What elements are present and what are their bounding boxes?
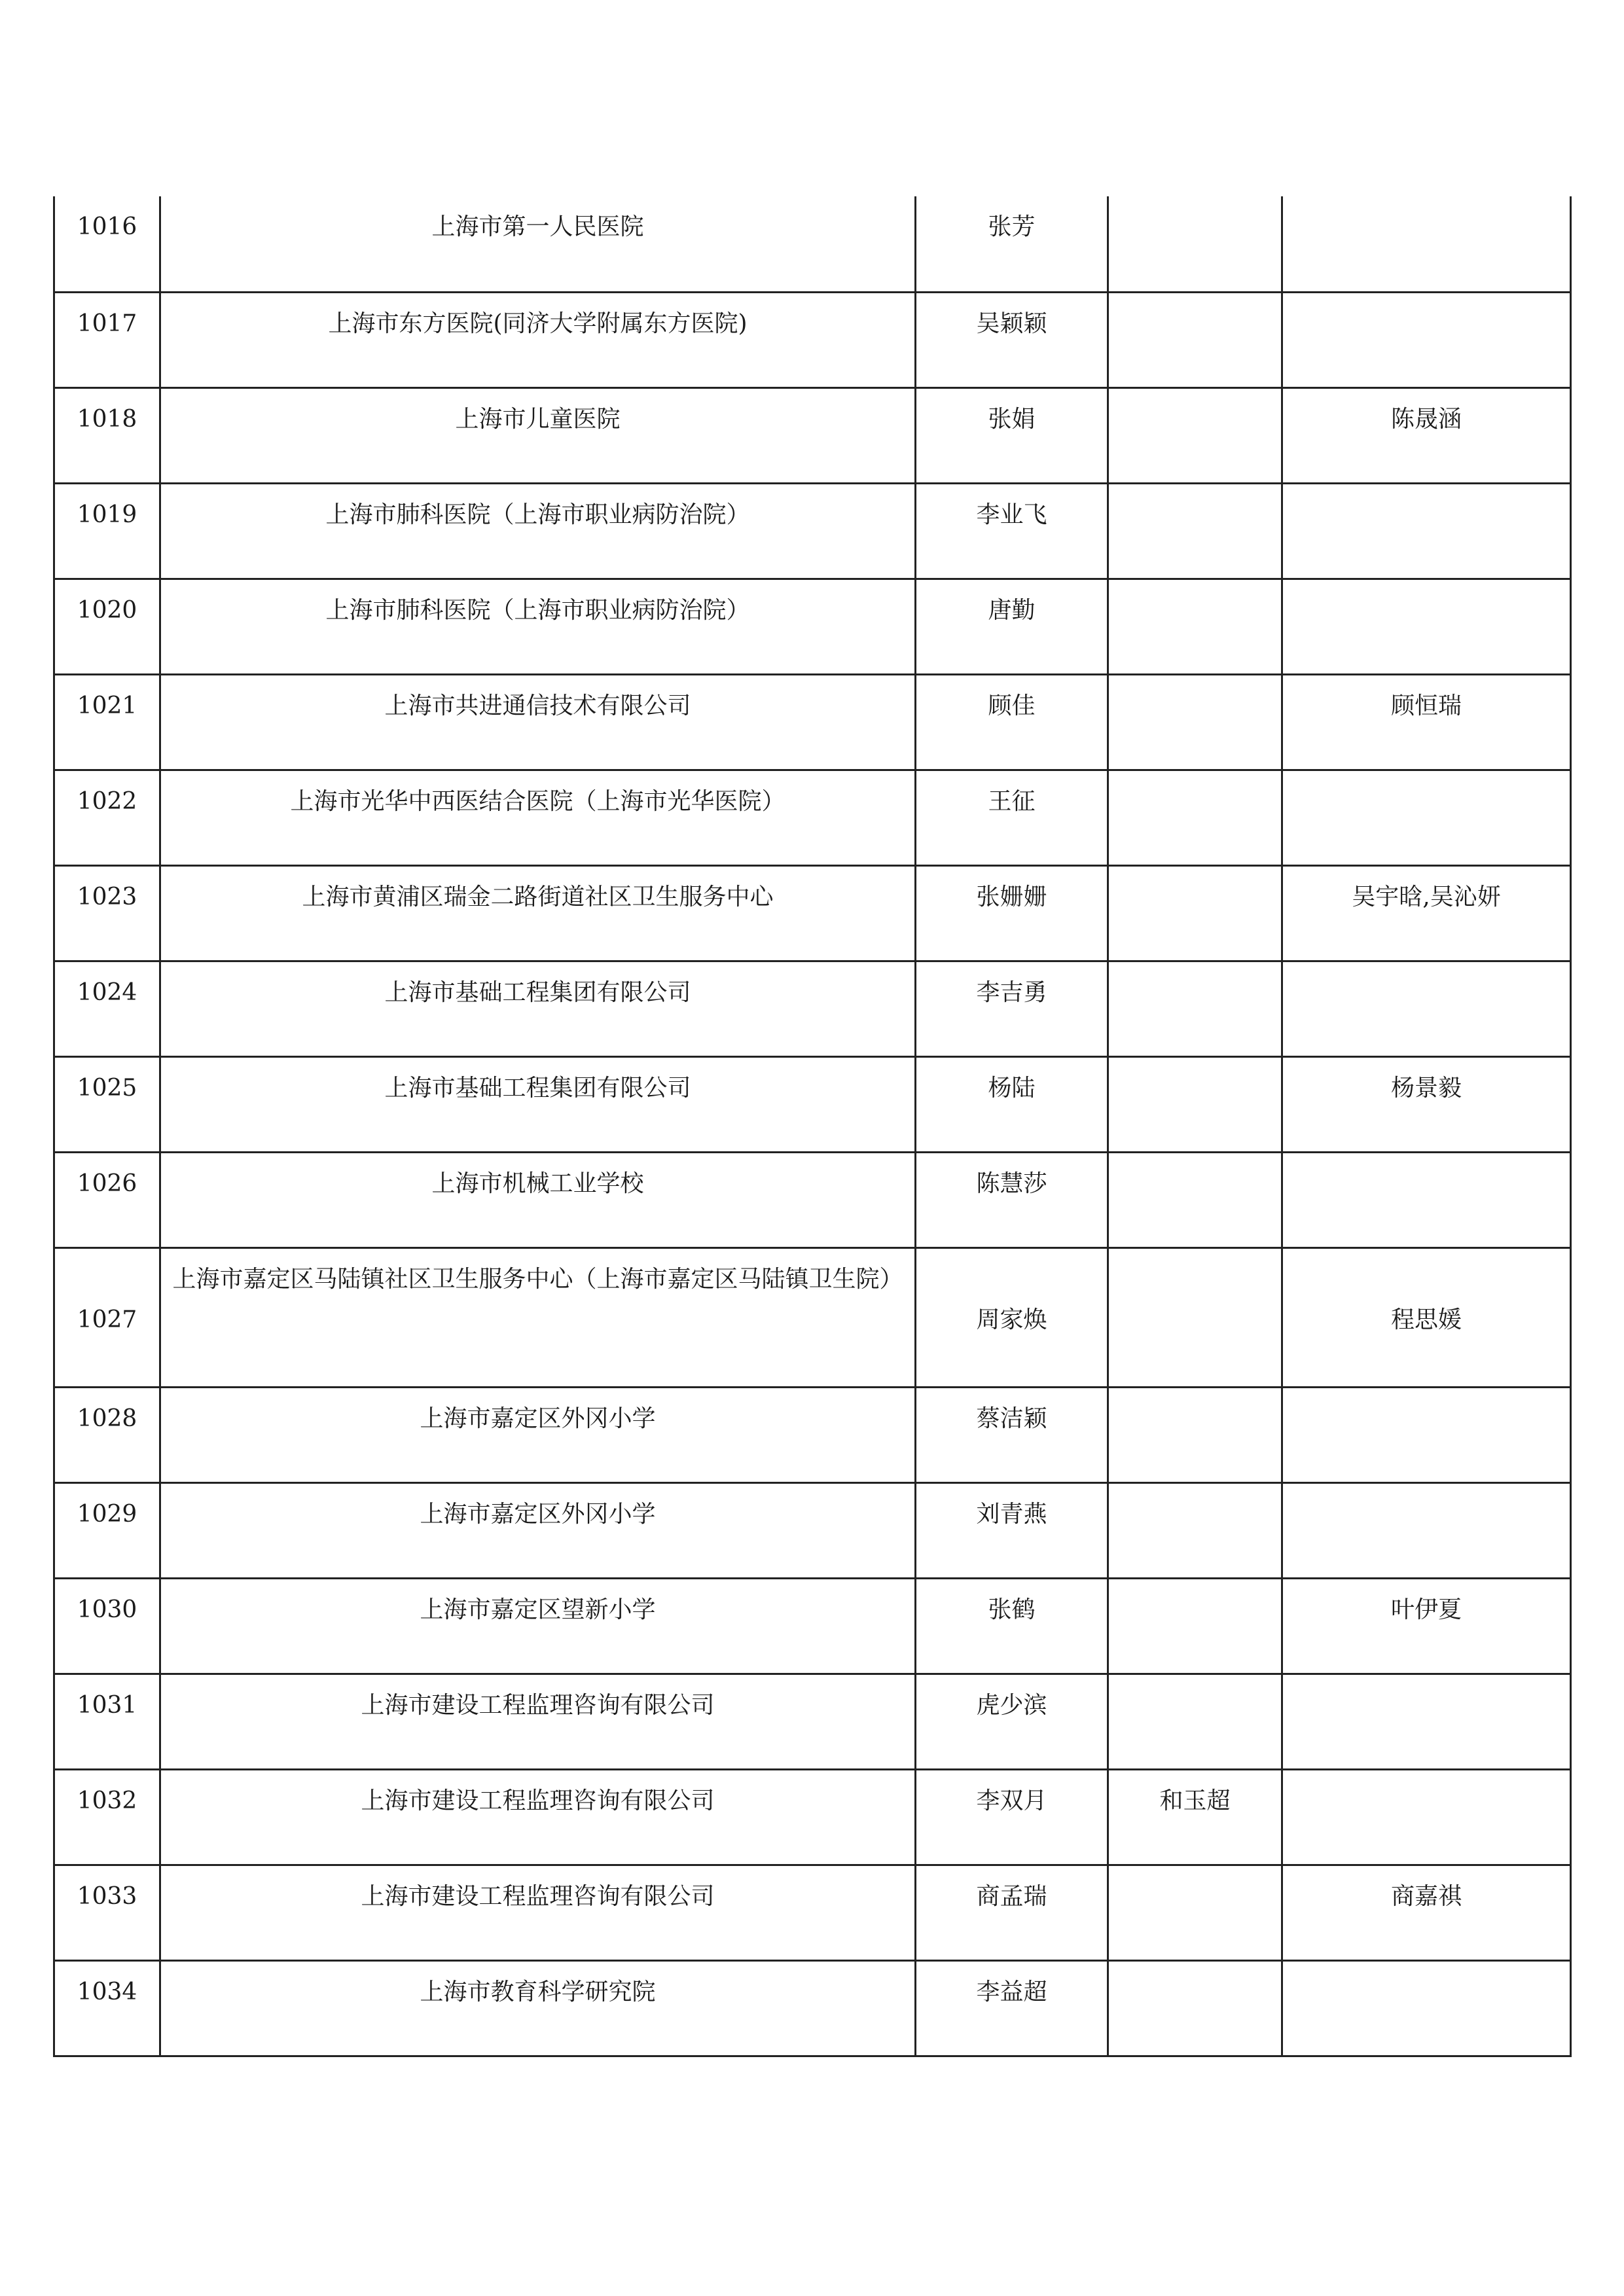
table-row	[54, 961, 1571, 1056]
person-name-cell: 杨陆	[916, 1056, 1108, 1152]
child-name-cell	[1282, 1152, 1571, 1247]
person-name-cell: 李益超	[916, 1960, 1108, 2056]
person-name-cell: 顾佳	[916, 674, 1108, 770]
partner-name-cell	[1108, 483, 1282, 579]
organization-cell: 上海市嘉定区外冈小学	[160, 1387, 916, 1482]
table-row	[54, 1482, 1571, 1578]
child-name-cell: 杨景毅	[1282, 1056, 1571, 1152]
row-number-cell: 1034	[54, 1960, 160, 2056]
row-number-cell: 1017	[54, 292, 160, 387]
partner-name-cell	[1108, 387, 1282, 483]
registry-table-body	[54, 196, 1571, 2056]
child-name-cell	[1282, 770, 1571, 865]
partner-name-cell	[1108, 292, 1282, 387]
row-number-cell: 1019	[54, 483, 160, 579]
row-number-cell: 1030	[54, 1578, 160, 1674]
table-row	[54, 865, 1571, 961]
partner-name-cell: 和玉超	[1108, 1769, 1282, 1865]
partner-name-cell	[1108, 770, 1282, 865]
table-row	[54, 1247, 1571, 1387]
partner-name-cell	[1108, 865, 1282, 961]
row-number-cell: 1027	[54, 1247, 160, 1387]
row-number-cell: 1021	[54, 674, 160, 770]
row-number-cell: 1023	[54, 865, 160, 961]
organization-cell: 上海市基础工程集团有限公司	[160, 961, 916, 1056]
row-number-cell: 1028	[54, 1387, 160, 1482]
table-row	[54, 1056, 1571, 1152]
partner-name-cell	[1108, 1056, 1282, 1152]
partner-name-cell	[1108, 196, 1282, 292]
person-name-cell: 张芳	[916, 196, 1108, 292]
person-name-cell: 唐勤	[916, 579, 1108, 674]
person-name-cell: 商孟瑞	[916, 1865, 1108, 1960]
person-name-cell: 李业飞	[916, 483, 1108, 579]
row-number-cell: 1022	[54, 770, 160, 865]
person-name-cell: 李双月	[916, 1769, 1108, 1865]
partner-name-cell	[1108, 1247, 1282, 1387]
table-row	[54, 292, 1571, 387]
table-row	[54, 1387, 1571, 1482]
person-name-cell: 张鹤	[916, 1578, 1108, 1674]
table-row	[54, 1865, 1571, 1960]
table-row	[54, 1152, 1571, 1247]
table-row	[54, 674, 1571, 770]
organization-cell: 上海市共进通信技术有限公司	[160, 674, 916, 770]
person-name-cell: 张姗姗	[916, 865, 1108, 961]
person-name-cell: 虎少滨	[916, 1674, 1108, 1769]
person-name-cell: 周家焕	[916, 1247, 1108, 1387]
partner-name-cell	[1108, 1387, 1282, 1482]
row-number-cell: 1020	[54, 579, 160, 674]
partner-name-cell	[1108, 1152, 1282, 1247]
person-name-cell: 张娟	[916, 387, 1108, 483]
partner-name-cell	[1108, 579, 1282, 674]
child-name-cell	[1282, 1674, 1571, 1769]
organization-cell: 上海市嘉定区马陆镇社区卫生服务中心（上海市嘉定区马陆镇卫生院）	[160, 1247, 916, 1387]
row-number-cell: 1026	[54, 1152, 160, 1247]
row-number-cell: 1018	[54, 387, 160, 483]
child-name-cell	[1282, 579, 1571, 674]
organization-cell: 上海市肺科医院（上海市职业病防治院）	[160, 483, 916, 579]
child-name-cell	[1282, 1482, 1571, 1578]
table-row	[54, 483, 1571, 579]
child-name-cell: 商嘉祺	[1282, 1865, 1571, 1960]
partner-name-cell	[1108, 1865, 1282, 1960]
organization-cell: 上海市嘉定区外冈小学	[160, 1482, 916, 1578]
organization-cell: 上海市黄浦区瑞金二路街道社区卫生服务中心	[160, 865, 916, 961]
table-row	[54, 1674, 1571, 1769]
person-name-cell: 陈慧莎	[916, 1152, 1108, 1247]
partner-name-cell	[1108, 1674, 1282, 1769]
child-name-cell	[1282, 196, 1571, 292]
child-name-cell: 顾恒瑞	[1282, 674, 1571, 770]
table-row	[54, 387, 1571, 483]
organization-cell: 上海市肺科医院（上海市职业病防治院）	[160, 579, 916, 674]
person-name-cell: 李吉勇	[916, 961, 1108, 1056]
person-name-cell: 蔡洁颖	[916, 1387, 1108, 1482]
child-name-cell	[1282, 1769, 1571, 1865]
partner-name-cell	[1108, 1482, 1282, 1578]
organization-cell: 上海市建设工程监理咨询有限公司	[160, 1674, 916, 1769]
organization-cell: 上海市建设工程监理咨询有限公司	[160, 1865, 916, 1960]
row-number-cell: 1033	[54, 1865, 160, 1960]
child-name-cell: 吴宇晗,吴沁妍	[1282, 865, 1571, 961]
child-name-cell	[1282, 1387, 1571, 1482]
organization-cell: 上海市儿童医院	[160, 387, 916, 483]
row-number-cell: 1025	[54, 1056, 160, 1152]
child-name-cell	[1282, 483, 1571, 579]
partner-name-cell	[1108, 1960, 1282, 2056]
person-name-cell: 刘青燕	[916, 1482, 1108, 1578]
table-row	[54, 579, 1571, 674]
row-number-cell: 1029	[54, 1482, 160, 1578]
organization-cell: 上海市东方医院(同济大学附属东方医院)	[160, 292, 916, 387]
table-row	[54, 1769, 1571, 1865]
organization-cell: 上海市建设工程监理咨询有限公司	[160, 1769, 916, 1865]
child-name-cell	[1282, 961, 1571, 1056]
row-number-cell: 1032	[54, 1769, 160, 1865]
partner-name-cell	[1108, 1578, 1282, 1674]
person-name-cell: 王征	[916, 770, 1108, 865]
table-row	[54, 196, 1571, 292]
organization-cell: 上海市教育科学研究院	[160, 1960, 916, 2056]
table-row	[54, 770, 1571, 865]
organization-cell: 上海市第一人民医院	[160, 196, 916, 292]
table-row	[54, 1578, 1571, 1674]
table-row	[54, 1960, 1571, 2056]
row-number-cell: 1024	[54, 961, 160, 1056]
organization-cell: 上海市嘉定区望新小学	[160, 1578, 916, 1674]
partner-name-cell	[1108, 961, 1282, 1056]
child-name-cell	[1282, 292, 1571, 387]
child-name-cell: 叶伊夏	[1282, 1578, 1571, 1674]
child-name-cell: 程思媛	[1282, 1247, 1571, 1387]
person-name-cell: 吴颖颖	[916, 292, 1108, 387]
organization-cell: 上海市光华中西医结合医院（上海市光华医院）	[160, 770, 916, 865]
row-number-cell: 1016	[54, 196, 160, 292]
row-number-cell: 1031	[54, 1674, 160, 1769]
child-name-cell	[1282, 1960, 1571, 2056]
partner-name-cell	[1108, 674, 1282, 770]
registry-table	[53, 196, 1572, 2057]
child-name-cell: 陈晟涵	[1282, 387, 1571, 483]
organization-cell: 上海市基础工程集团有限公司	[160, 1056, 916, 1152]
organization-cell: 上海市机械工业学校	[160, 1152, 916, 1247]
